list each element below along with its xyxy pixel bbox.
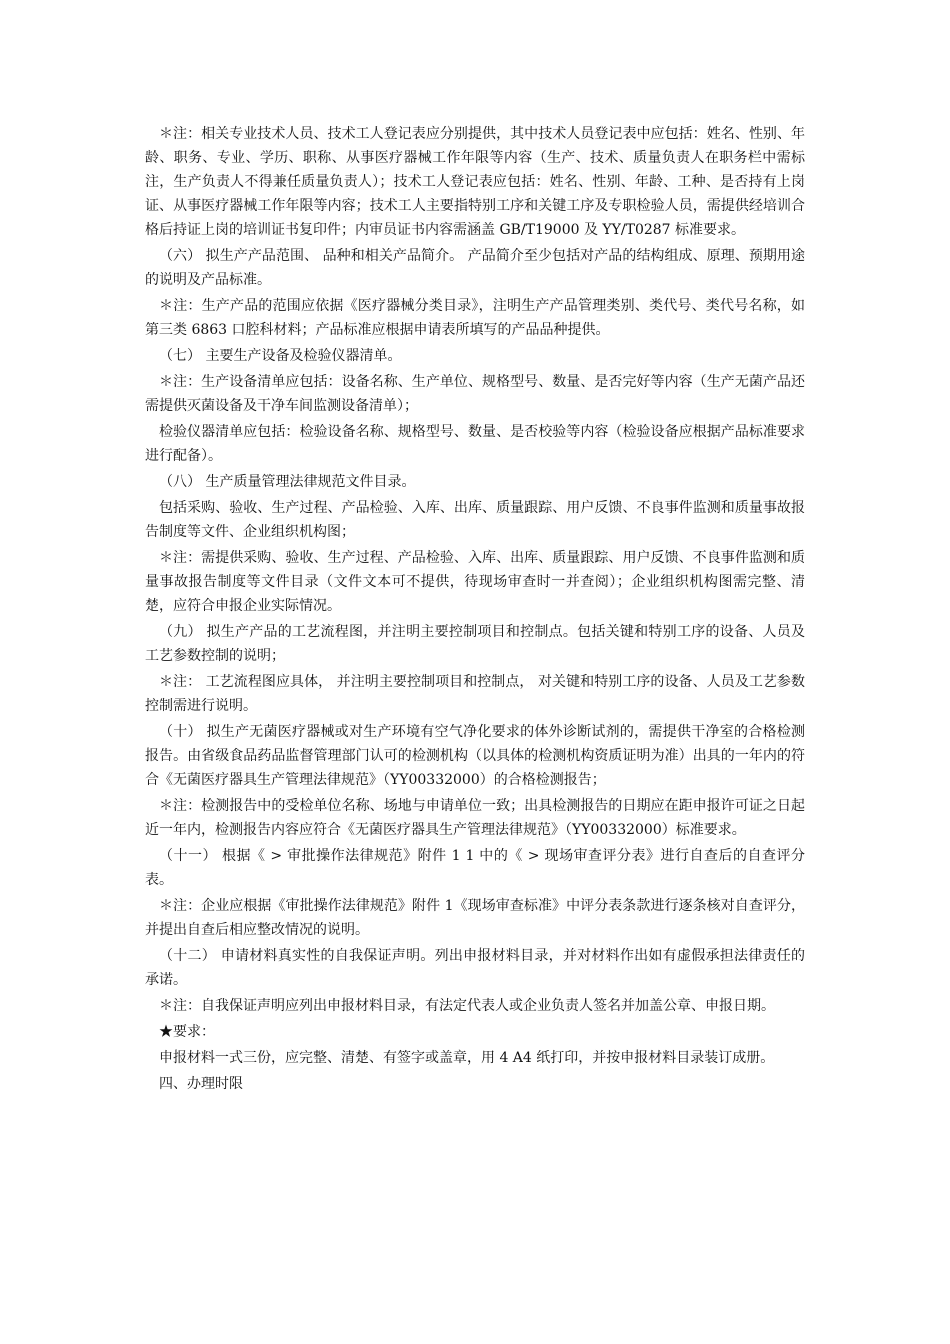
paragraph-item-7: （七） 主要生产设备及检验仪器清单。 <box>159 348 402 364</box>
paragraph-item-11-note: ＊注：企业应根据《审批操作法律规范》附件 1《现场审查标准》中评分表条款进行逐条核对自查评分，并提出自查后相应整改情况的说明。 <box>145 898 805 938</box>
paragraph-item-6-note: ＊注：生产产品的范围应依据《医疗器械分类目录》，注明生产产品管理类别、类代号、类代号名称，如第三类 6863 口腔科材料；产品标准应根据申请表所填写的产品品种提供。 <box>145 298 805 338</box>
paragraph-item-12: （十二） 申请材料真实性的自我保证声明。列出申报材料目录，并对材料作出如有虚假承担法律责任的承诺。 <box>145 948 805 988</box>
document-page <box>145 122 805 1098</box>
section-heading-processing-time: 四、办理时限 <box>159 1076 243 1092</box>
paragraph-item-11: （十一） 根据《 > 审批操作法律规范》附件 1 1 中的《 > 现场审查评分表》进行自查后的自查评分表。 <box>145 848 805 888</box>
paragraph-item-7-instruments: 检验仪器清单应包括：检验设备名称、规格型号、数量、是否校验等内容（检验设备应根据产品标准要求进行配备）。 <box>145 424 805 464</box>
paragraph-item-12-note: ＊注：自我保证声明应列出申报材料目录，有法定代表人或企业负责人签名并加盖公章、申报日期。 <box>159 998 775 1014</box>
paragraph-item-10: （十） 拟生产无菌医疗器械或对生产环境有空气净化要求的体外诊断试剂的，需提供干净室的合格检测报告。由省级食品药品监督管理部门认可的检测机构（以具体的检测机构资质证明为准）出具的一年内的符合《无菌医疗器具生产管理法律规范》（YY00332000）的合格检测报告； <box>145 724 805 788</box>
paragraph-item-6: （六） 拟生产产品范围、 品种和相关产品简介。 产品简介至少包括对产品的结构组成、原理、预期用途的说明及产品标准。 <box>145 248 805 288</box>
paragraph-requirements: 申报材料一式三份，应完整、清楚、有签字或盖章，用 4 A4 纸打印，并按申报材料目录装订成册。 <box>159 1050 775 1066</box>
paragraph-item-8-detail: 包括采购、验收、生产过程、产品检验、入库、出库、质量跟踪、用户反馈、不良事件监测和质量事故报告制度等文件、企业组织机构图； <box>145 500 805 540</box>
paragraph-item-8: （八） 生产质量管理法律规范文件目录。 <box>159 474 416 490</box>
paragraph-item-10-note: ＊注：检测报告中的受检单位名称、场地与申请单位一致；出具检测报告的日期应在距申报许可证之日起近一年内，检测报告内容应符合《无菌医疗器具生产管理法律规范》（YY00332000）标准要求。 <box>145 798 805 838</box>
paragraph-item-9: （九） 拟生产产品的工艺流程图，并注明主要控制项目和控制点。包括关键和特别工序的设备、人员及工艺参数控制的说明； <box>145 624 805 664</box>
paragraph-item-7-note: ＊注：生产设备清单应包括：设备名称、生产单位、规格型号、数量、是否完好等内容（生产无菌产品还需提供灭菌设备及干净车间监测设备清单）； <box>145 374 805 414</box>
paragraph-staff-note: ＊注：相关专业技术人员、技术工人登记表应分别提供，其中技术人员登记表中应包括：姓名、性别、年龄、职务、专业、学历、职称、从事医疗器械工作年限等内容（生产、技术、质量负责人在职务栏中需标注，生产负责人不得兼任质量负责人）；技术工人登记表应包括：姓名、性别、年龄、工种、是否持有上岗证、从事医疗器械工作年限等内容；技术工人主要指特别工序和关键工序及专职检验人员，需提供经培训合格后持证上岗的培训证书复印件；内审员证书内容需涵盖 GB/T19000 及 YY/T0287 标准要求。 <box>145 126 805 238</box>
paragraph-requirements-heading: ★要求： <box>159 1024 215 1040</box>
paragraph-item-8-note: ＊注：需提供采购、验收、生产过程、产品检验、入库、出库、质量跟踪、用户反馈、不良事件监测和质量事故报告制度等文件目录（文件文本可不提供，待现场审查时一并查阅）；企业组织机构图需完整、清楚，应符合申报企业实际情况。 <box>145 550 805 614</box>
paragraph-item-9-note: ＊注： 工艺流程图应具体， 并注明主要控制项目和控制点， 对关键和特别工序的设备、人员及工艺参数控制需进行说明。 <box>145 674 805 714</box>
